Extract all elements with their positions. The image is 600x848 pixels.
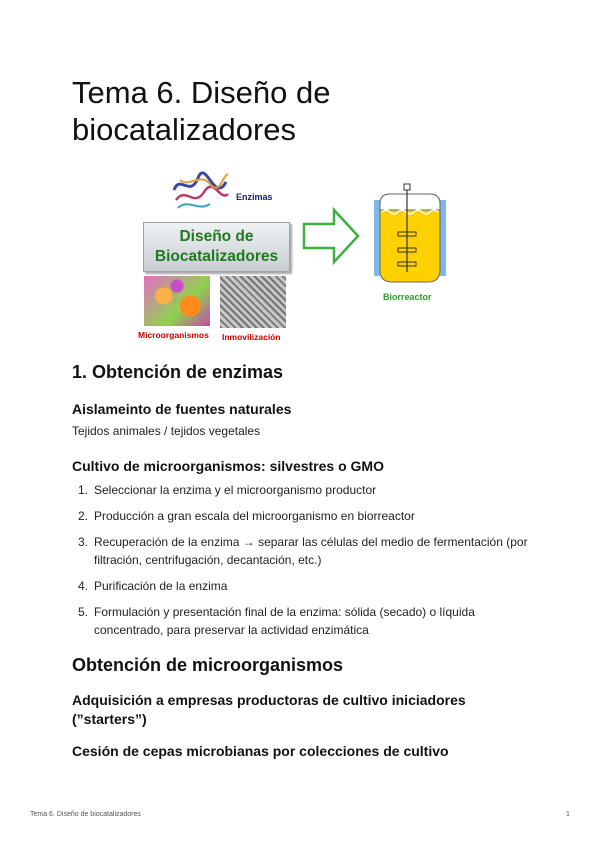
enzymes-label: Enzimas bbox=[236, 192, 273, 202]
immobilization-label: Inmovilización bbox=[222, 332, 281, 342]
list-item: 5. Formulación y presentación final de la enzima: sólida (secado) o líquida concentrado, para preservar la actividad enzimática bbox=[78, 605, 475, 637]
bioreactor-icon bbox=[370, 182, 450, 286]
microorganisms-image bbox=[144, 276, 210, 326]
immobilization-image bbox=[220, 276, 286, 328]
bioreactor-label: Biorreactor bbox=[383, 292, 432, 302]
natural-sources-text: Tejidos animales / tejidos vegetales bbox=[72, 424, 261, 438]
page-title: Tema 6. Diseño de biocatalizadores bbox=[72, 75, 331, 147]
section-heading-microorganisms: Obtención de microorganismos bbox=[72, 655, 344, 675]
subheading-starter-cultures: Adquisición a empresas productoras de cultivo iniciadores (”starters”) bbox=[72, 692, 466, 727]
list-item: 2. Producción a gran escala del microorganismo en biorreactor bbox=[78, 509, 415, 523]
design-line1: Diseño de bbox=[179, 228, 254, 245]
page-number: 1 bbox=[566, 811, 570, 818]
footer-title: Tema 6. Diseño de biocatalizadores bbox=[30, 811, 141, 818]
subheading-natural-sources: Aislameinto de fuentes naturales bbox=[72, 401, 292, 417]
subheading-microorganism-culture: Cultivo de microorganismos: silvestres o GMO bbox=[72, 458, 384, 474]
list-item: 1. Seleccionar la enzima y el microorganismo productor bbox=[78, 483, 377, 497]
section-heading-enzymes: 1. Obtención de enzimas bbox=[72, 362, 284, 382]
subheading-culture-collections: Cesión de cepas microbianas por colecciones de cultivo bbox=[72, 743, 449, 759]
production-steps-list bbox=[72, 481, 542, 647]
design-box bbox=[143, 222, 290, 272]
list-item: 3. Recuperación de la enzima → separar las células del medio de fermentación (por filtración, centrifugación, decantación, etc.) bbox=[78, 535, 528, 567]
list-item: 4. Purificación de la enzima bbox=[78, 579, 228, 593]
design-line2: Biocatalizadores bbox=[154, 248, 279, 265]
biocatalyst-figure bbox=[130, 168, 460, 344]
protein-structure-icon bbox=[170, 168, 232, 212]
microorganisms-label: Microorganismos bbox=[138, 330, 209, 340]
arrow-right-icon bbox=[302, 206, 362, 266]
